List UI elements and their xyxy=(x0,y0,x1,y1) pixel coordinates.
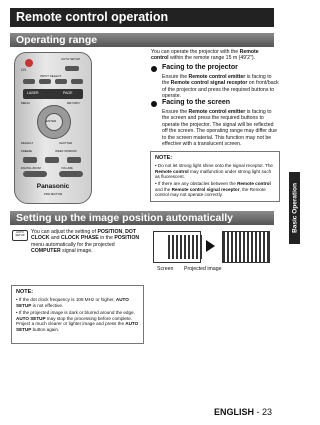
item-2-title: Facing to the screen xyxy=(162,99,231,106)
note2-item-2: • If the projected image is dark or blurred around the edge, AUTO SETUP may stop the processing before complete. Project a much clearer or lighter image and press the AUTO SETUP button again. xyxy=(16,310,139,332)
section-auto-setup-heading: Setting up the image position automatically xyxy=(10,211,274,225)
key-row-3 xyxy=(67,157,81,163)
input-select-label: INPUT SELECT xyxy=(40,74,62,78)
note2-item-1: • If the dot clock frequency is 108 MHz or higher, AUTO SETUP is not effective. xyxy=(16,297,129,308)
item-1-text: Ensure the Remote control emitter is facing to the Remote control signal receptor on front/back of the projector and press the required buttons to operate. xyxy=(162,74,279,100)
laser-label: LASER xyxy=(27,91,39,95)
default-label: DEFAULT xyxy=(21,141,34,145)
input-key-2 xyxy=(39,79,51,84)
auto-setup-label: AUTO SETUP xyxy=(61,57,81,61)
index-window-label: INDEX WINDOW xyxy=(55,149,77,153)
screen-label: Screen xyxy=(157,266,174,272)
page-footer: ENGLISH - 23 xyxy=(214,407,273,417)
arrow-icon xyxy=(206,240,215,252)
volume-label: VOLUME xyxy=(61,166,73,170)
projected-image-label: Projected image xyxy=(184,266,222,272)
side-tab xyxy=(289,172,300,244)
side-tab-label: Basic Operation xyxy=(291,183,298,233)
note-title-2: NOTE: xyxy=(16,289,34,295)
section-operating-range-heading: Operating range xyxy=(10,33,274,47)
page-title: Remote control operation xyxy=(10,8,274,27)
bullet-1 xyxy=(151,66,157,72)
enter-label: ENTER xyxy=(46,119,57,123)
freeze-label: FREEZE xyxy=(21,149,33,153)
brand-logo: Panasonic xyxy=(36,183,70,190)
note-item-2: • If there are any obstacles between the Remote control and the Remote control signal receptor, the Remote control may not operate correctly. xyxy=(155,181,271,198)
auto-setup-key xyxy=(65,66,79,71)
note-box-auto-setup xyxy=(11,285,144,344)
return-label: RETURN xyxy=(67,101,80,105)
note-box-range xyxy=(150,151,280,202)
input-key-3 xyxy=(55,79,67,84)
page-label: PAGE xyxy=(63,91,73,95)
key-row-2 xyxy=(45,157,59,163)
item-1-title: Facing to the projector xyxy=(162,64,238,71)
remote-control-illustration xyxy=(14,52,92,204)
zoom-rocker xyxy=(23,171,47,177)
power-label: O/I xyxy=(21,68,26,72)
key-row-1 xyxy=(23,157,37,163)
note-item-1: • Do not let strong light shine onto the signal receptor. The Remote control may malfunction under strong light such as fluorescent. xyxy=(155,163,273,180)
auto-setup-icon: AUTO SETUP xyxy=(12,230,28,241)
digital-zoom-label: DIGITAL ZOOM xyxy=(21,166,41,170)
input-key-1 xyxy=(23,79,35,84)
item-2-text: Ensure the Remote control emitter is facing to the screen and press the required buttons to operate the projector. The signal will be reflected off the screen. The operating range may differ due to the screen material. This function may not be effective with a translucent screen. xyxy=(162,109,278,148)
input-key-4 xyxy=(71,79,83,84)
screen-after xyxy=(222,231,270,263)
volume-rocker xyxy=(59,171,83,177)
range-intro: You can operate the projector with the Remote control within the remote range 15 m (49'2"). xyxy=(151,49,259,62)
screen-before xyxy=(153,231,201,263)
shutter-label: SHUTTER xyxy=(59,141,73,145)
note-title: NOTE: xyxy=(155,155,173,161)
bullet-2 xyxy=(151,101,157,107)
model-label: PROJECTOR xyxy=(43,192,63,196)
power-button xyxy=(25,59,33,67)
menu-label: MENU xyxy=(21,101,30,105)
projected-image-offset xyxy=(168,235,202,259)
auto-setup-text: You can adjust the setting of POSITION, DOT CLOCK and CLOCK PHASE in the POSITION menu automatically for the projected COMPUTER signal image. xyxy=(31,229,140,255)
